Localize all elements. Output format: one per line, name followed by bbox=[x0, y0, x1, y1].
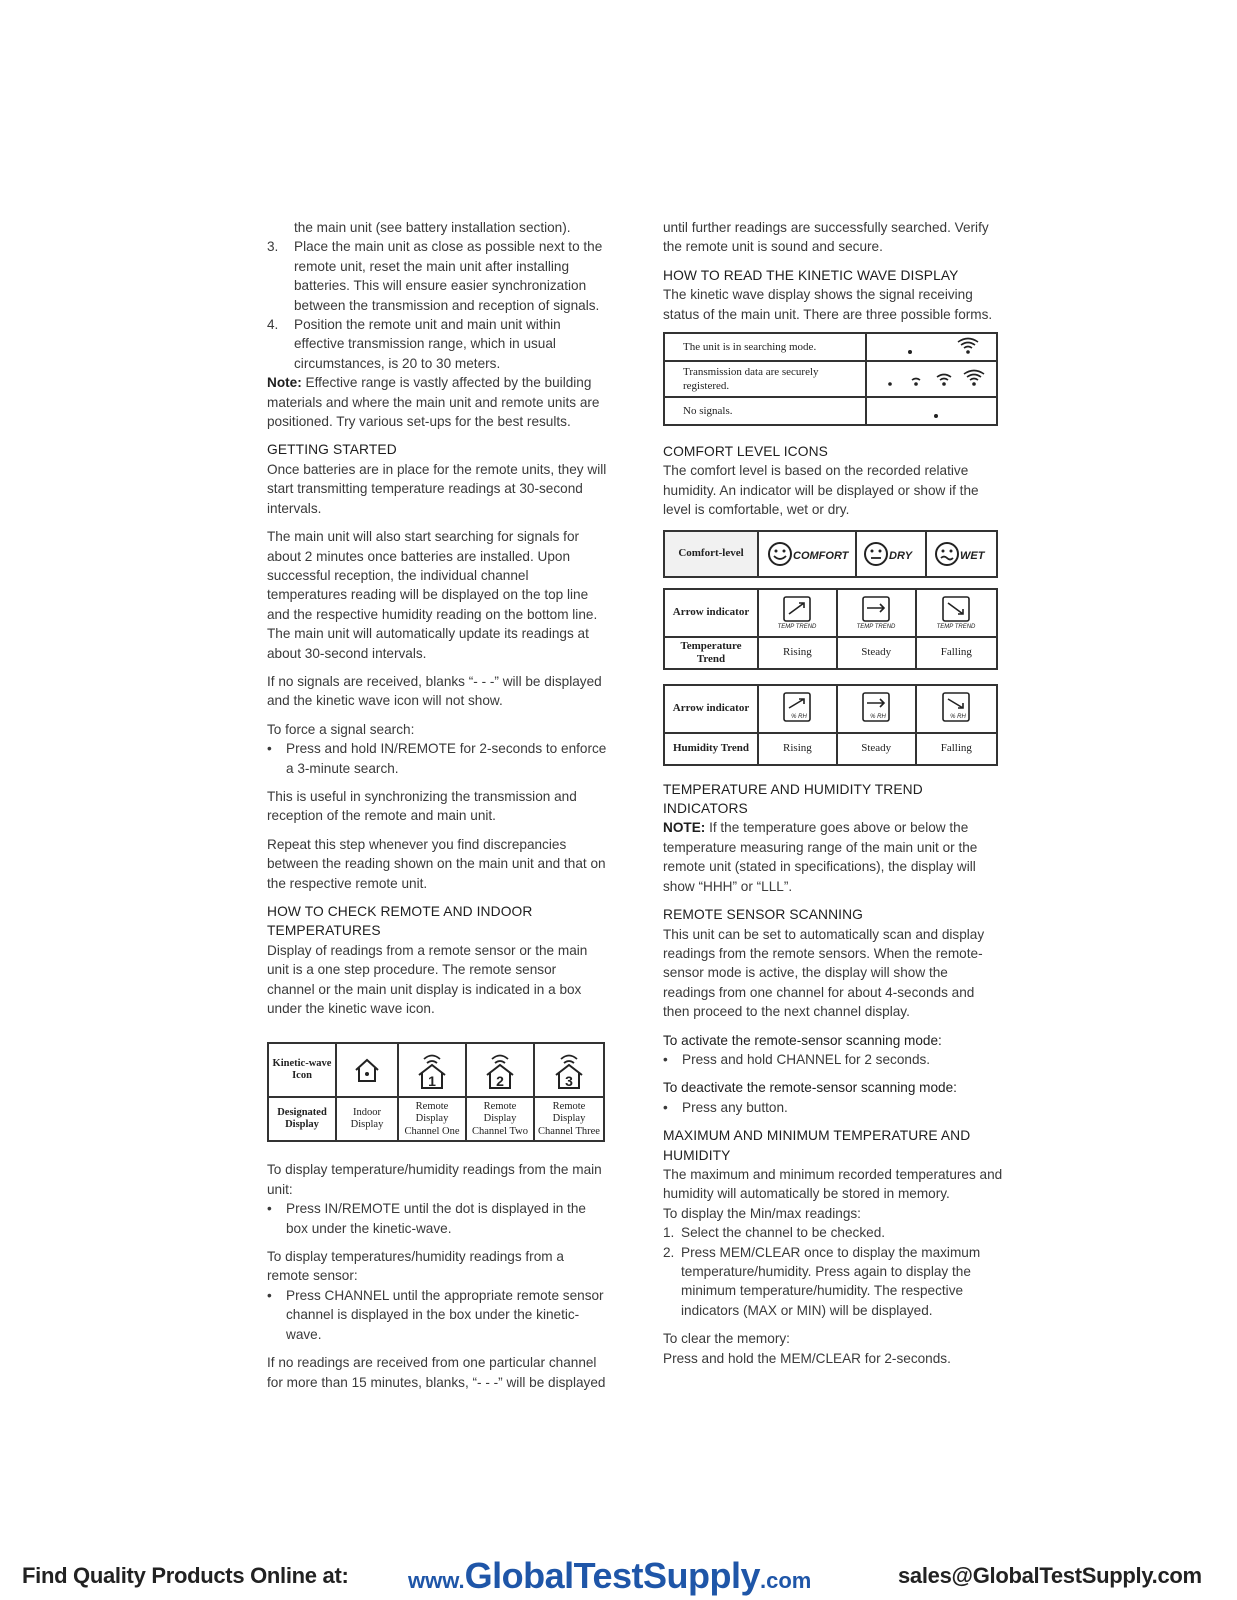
left-column bbox=[267, 218, 607, 1401]
website-link[interactable]: www.GlobalTestSupply.com bbox=[408, 1555, 812, 1596]
list-item: 1. Select the channel to be checked. bbox=[663, 1225, 886, 1241]
trend-indicators-heading: TEMPERATURE AND HUMIDITY TREND INDICATORS bbox=[663, 781, 923, 817]
comfort-face-icon bbox=[758, 531, 856, 577]
rising-arrow-icon bbox=[758, 685, 837, 733]
footer-banner bbox=[0, 1555, 1237, 1595]
svg-text:COMFORT: COMFORT bbox=[792, 549, 849, 562]
activate-label: To activate the remote-sensor scanning mode: bbox=[663, 1032, 942, 1048]
svg-text:1: 1 bbox=[428, 1073, 436, 1090]
list-item: 2. Press MEM/CLEAR once to display the maximum temperature/humidity. Press again to display the minimum temperature/humidity. The respective indicators (MAX or MIN) will be displayed. bbox=[663, 1244, 981, 1318]
falling-arrow-icon bbox=[916, 685, 997, 733]
humidity-trend-table bbox=[663, 684, 998, 766]
paragraph: Once batteries are in place for the remote units, they will start transmitting temperature readings at 30-second intervals. bbox=[267, 461, 607, 516]
svg-text:TEMP TREND: TEMP TREND bbox=[778, 623, 817, 630]
list-item: 4. Position the remote unit and main unit within effective transmission range, which in usual circumstances, is 20 to 30 meters. bbox=[267, 317, 561, 371]
paragraph: This unit can be set to automatically scan and display readings from the remote sensors. When the remote-sensor mode is active, the display will show the readings from one channel for about 4-seconds and then proceed to the next channel display. bbox=[663, 926, 985, 1020]
check-temperatures-heading: HOW TO CHECK REMOTE AND INDOOR TEMPERATURES bbox=[267, 904, 533, 939]
paragraph: until further readings are successfully searched. Verify the remote unit is sound and secure. bbox=[663, 220, 989, 255]
setup-steps bbox=[267, 237, 607, 373]
svg-text:WET: WET bbox=[959, 549, 985, 562]
steady-arrow-icon bbox=[837, 685, 916, 733]
temperature-trend-table bbox=[663, 588, 998, 670]
table-cell: The unit is in searching mode. bbox=[664, 333, 866, 361]
footer-tagline: Find Quality Products Online at: bbox=[22, 1563, 349, 1588]
bullet-list bbox=[267, 739, 607, 778]
svg-text:2: 2 bbox=[496, 1073, 504, 1090]
dry-face-icon bbox=[856, 531, 927, 577]
paragraph: The comfort level is based on the recorded relative humidity. An indicator will be displayed or show if the level is comfortable, wet or dry. bbox=[663, 463, 979, 518]
paragraph: Repeat this step whenever you find discrepancies between the reading shown on the main unit and that on the respective remote unit. bbox=[267, 836, 606, 891]
steady-arrow-icon bbox=[837, 589, 916, 637]
kinetic-wave-table bbox=[267, 1042, 605, 1142]
table-cell: Remote Display Channel Two bbox=[466, 1097, 534, 1141]
house-icon bbox=[336, 1043, 398, 1097]
row-header: Kinetic-wave Icon bbox=[268, 1043, 336, 1097]
paragraph: This is useful in synchronizing the transmission and reception of the remote and main unit. bbox=[267, 788, 577, 824]
rising-arrow-icon bbox=[758, 589, 837, 637]
table-cell: Indoor Display bbox=[336, 1097, 398, 1141]
getting-started-heading: GETTING STARTED bbox=[267, 442, 397, 458]
table-cell: Remote Display Channel One bbox=[398, 1097, 466, 1141]
bullet-list bbox=[663, 1050, 1003, 1069]
table-cell: Steady bbox=[837, 637, 916, 669]
paragraph: To display the Min/max readings: bbox=[663, 1205, 861, 1221]
paragraph: To force a signal search: bbox=[267, 721, 415, 737]
paragraph: Display of readings from a remote sensor or the main unit is a one step procedure. The remote sensor channel or the main unit display is indicated in a box under the kinetic wave icon. bbox=[267, 942, 588, 1017]
table-cell: Transmission data are securely registered. bbox=[664, 361, 866, 397]
bullet-list bbox=[267, 1199, 607, 1238]
max-min-heading: MAXIMUM AND MINIMUM TEMPERATURE AND HUMIDITY bbox=[663, 1128, 971, 1163]
table-cell: Falling bbox=[916, 637, 997, 669]
table-cell: Falling bbox=[916, 733, 997, 765]
svg-text:DRY: DRY bbox=[889, 549, 913, 562]
row-header: Humidity Trend bbox=[664, 733, 758, 765]
channel-two-icon bbox=[466, 1043, 534, 1097]
right-column bbox=[663, 218, 1003, 1368]
continued-line: the main unit (see battery installation section). bbox=[294, 220, 571, 235]
kinetic-wave-status-table bbox=[663, 332, 998, 426]
falling-arrow-icon bbox=[916, 589, 997, 637]
svg-text:% RH: % RH bbox=[950, 713, 967, 720]
bullet-list bbox=[267, 1286, 607, 1344]
searching-wave-icon bbox=[866, 333, 997, 361]
row-header: Comfort-level bbox=[664, 531, 758, 577]
comfort-level-heading: COMFORT LEVEL ICONS bbox=[663, 444, 828, 460]
note-paragraph: Note: Effective range is vastly affected by the building materials and where the main unit and remote units are positioned. Try various set-ups for the best results. bbox=[267, 375, 600, 430]
paragraph: The kinetic wave display shows the signal receiving status of the main unit. There are three possible forms. bbox=[663, 287, 993, 322]
bullet-list bbox=[663, 1098, 1003, 1117]
comfort-level-table bbox=[663, 530, 998, 578]
table-cell: Remote Display Channel Three bbox=[534, 1097, 604, 1141]
list-item: 3. Place the main unit as close as possible next to the remote unit, reset the main unit after installing batteries. This will ensure easier synchronization between the transmission and reception of signals. bbox=[267, 239, 603, 313]
paragraph: To display temperature/humidity readings from the main unit: bbox=[267, 1162, 602, 1197]
note-label: NOTE: bbox=[663, 820, 706, 836]
paragraph: To display temperatures/humidity readings from a remote sensor: bbox=[267, 1249, 564, 1284]
svg-text:TEMP TREND: TEMP TREND bbox=[936, 623, 976, 630]
row-header: Arrow indicator bbox=[664, 685, 758, 733]
table-cell: Rising bbox=[758, 733, 837, 765]
list-item: • Press CHANNEL until the appropriate remote sensor channel is displayed in the box under the kinetic-wave. bbox=[267, 1287, 604, 1342]
sensor-scanning-heading: REMOTE SENSOR SCANNING bbox=[663, 907, 863, 923]
deactivate-label: To deactivate the remote-sensor scanning mode: bbox=[663, 1080, 957, 1096]
list-item: • Press IN/REMOTE until the dot is displayed in the box under the kinetic-wave. bbox=[267, 1201, 586, 1236]
paragraph: If no readings are received from one particular channel for more than 15 minutes, blanks, “- - -” will be displayed bbox=[267, 1355, 606, 1390]
list-item: • Press and hold IN/REMOTE for 2-seconds to enforce a 3-minute search. bbox=[267, 741, 607, 776]
note-label: Note: bbox=[267, 375, 302, 391]
paragraph: The main unit will also start searching for signals for about 2 minutes once batteries are installed. Upon successful reception, the individual channel temperatures reading will be displayed on the top line and the respective humidity reading on the bottom line. The main unit will automatically update its readings at about 30-second intervals. bbox=[267, 529, 598, 661]
table-cell: Steady bbox=[837, 733, 916, 765]
channel-three-icon bbox=[534, 1043, 604, 1097]
note-paragraph: NOTE: If the temperature goes above or below the temperature measuring range of the main unit or the remote unit (stated in specifications), the display will show “HHH” or “LLL”. bbox=[663, 820, 978, 894]
table-cell: No signals. bbox=[664, 397, 866, 425]
svg-text:% RH: % RH bbox=[870, 713, 887, 720]
paragraph: The maximum and minimum recorded temperatures and humidity will automatically be stored in memory. bbox=[663, 1166, 1003, 1202]
table-cell: Rising bbox=[758, 637, 837, 669]
kinetic-wave-heading: HOW TO READ THE KINETIC WAVE DISPLAY bbox=[663, 267, 959, 283]
email-link[interactable]: sales@GlobalTestSupply.com bbox=[898, 1563, 1202, 1588]
wet-face-icon bbox=[926, 531, 997, 577]
paragraph: If no signals are received, blanks “- - -” will be displayed and the kinetic wave icon will not show. bbox=[267, 673, 602, 709]
row-header: Designated Display bbox=[268, 1097, 336, 1141]
svg-text:3: 3 bbox=[565, 1073, 573, 1090]
svg-text:TEMP TREND: TEMP TREND bbox=[856, 623, 896, 630]
registered-wave-icon bbox=[866, 361, 997, 397]
paragraph: To clear the memory: bbox=[663, 1331, 790, 1347]
row-header: Arrow indicator bbox=[664, 589, 758, 637]
svg-text:% RH: % RH bbox=[791, 713, 808, 720]
channel-one-icon bbox=[398, 1043, 466, 1097]
row-header: Temperature Trend bbox=[664, 637, 758, 669]
list-item: • Press any button. bbox=[663, 1099, 788, 1115]
list-item: • Press and hold CHANNEL for 2 seconds. bbox=[663, 1051, 931, 1067]
no-signal-icon bbox=[866, 397, 997, 425]
paragraph: Press and hold the MEM/CLEAR for 2-seconds. bbox=[663, 1350, 951, 1366]
max-min-steps bbox=[663, 1223, 1003, 1320]
